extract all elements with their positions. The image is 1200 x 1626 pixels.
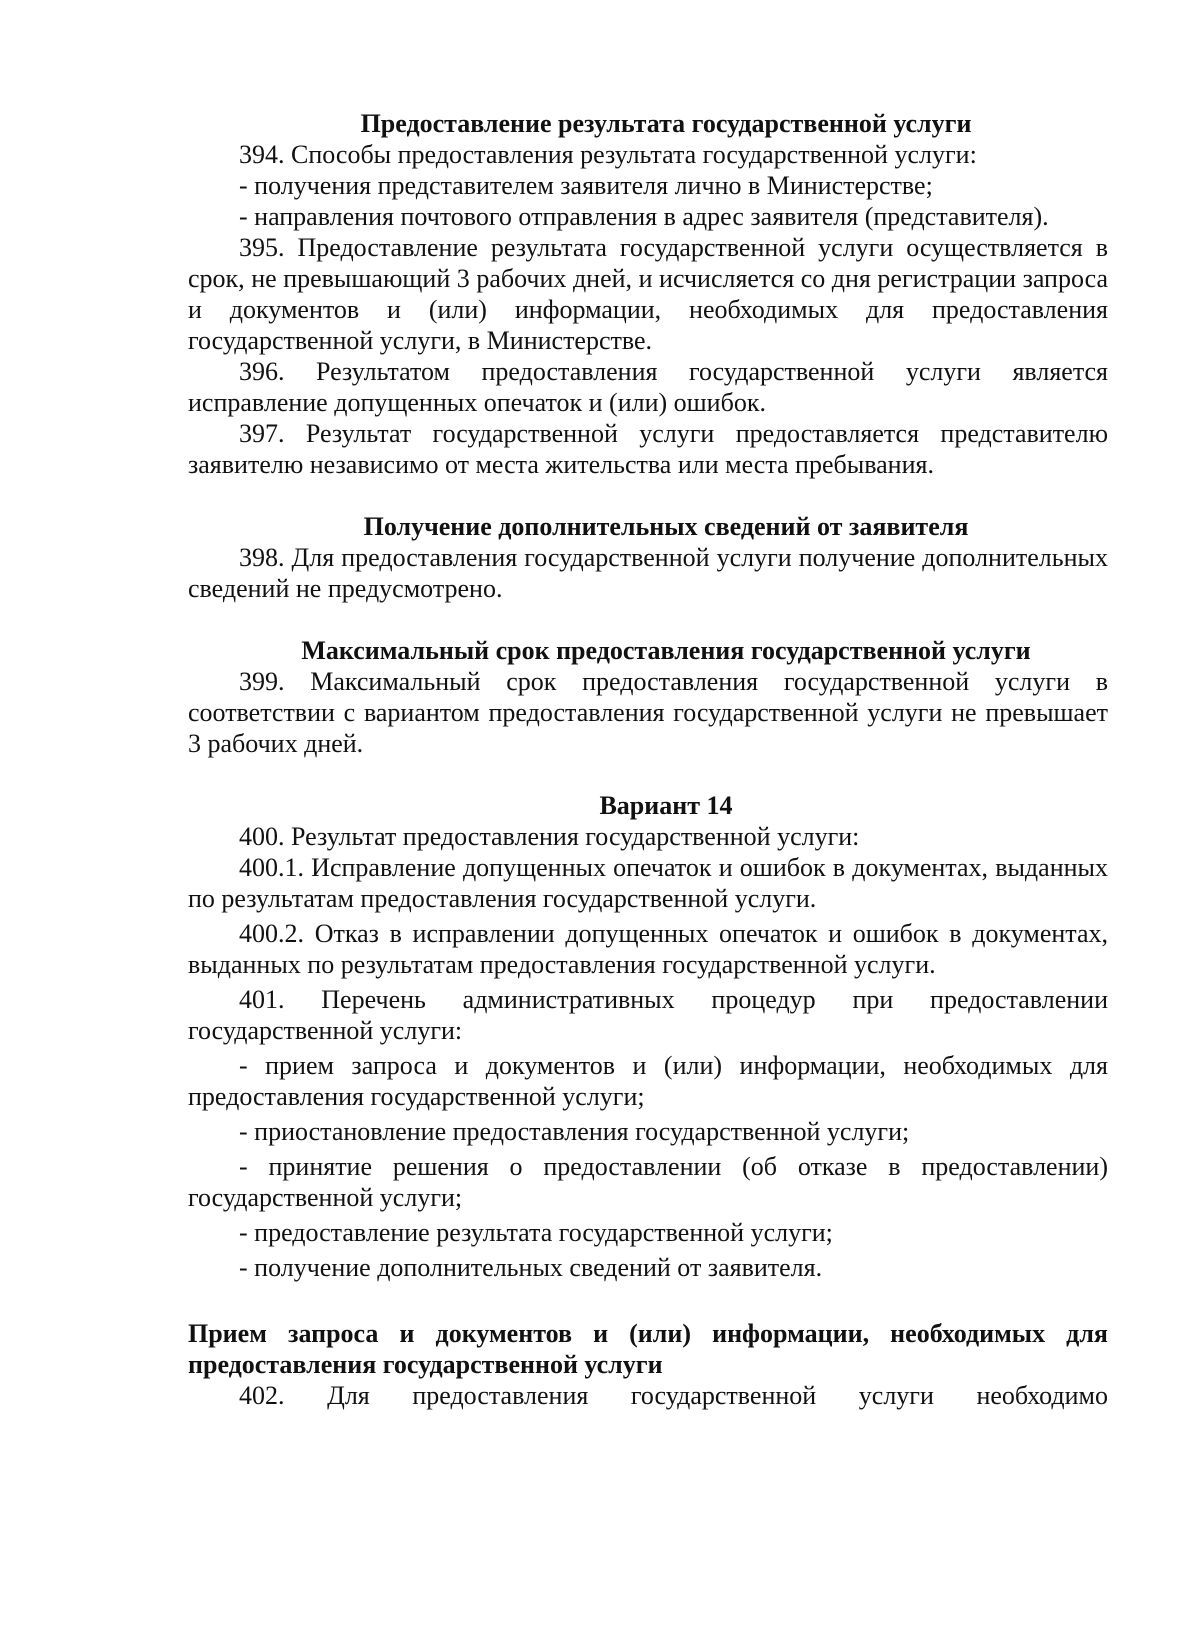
section-spacer <box>188 759 1108 790</box>
section-spacer <box>188 1283 1108 1314</box>
section-heading: Получение дополнительных сведений от заявителя <box>363 512 969 541</box>
paragraph: 400. Результат предоставления государственной услуги: <box>239 822 860 851</box>
list-item: - приостановление предоставления государственной услуги; <box>239 1117 910 1146</box>
paragraph: 399. Максимальный срок предоставления государственной услуги в соответствии с вариантом предоставления государственной услуги не превышает 3 рабочих дней. <box>188 667 1108 758</box>
section-heading: Вариант 14 <box>599 791 733 820</box>
section-spacer <box>188 480 1108 511</box>
list-item: - получения представителем заявителя лично в Министерстве; <box>239 171 933 200</box>
paragraph: 398. Для предоставления государственной услуги получение дополнительных сведений не предусмотрено. <box>188 543 1108 603</box>
list-item: - предоставление результата государственной услуги; <box>239 1218 833 1247</box>
section-heading: Максимальный срок предоставления государственной услуги <box>301 636 1031 665</box>
paragraph: 400.1. Исправление допущенных опечаток и ошибок в документах, выданных по результатам предоставления государственной услуги. <box>188 853 1108 913</box>
section-heading: Предоставление результата государственной услуги <box>360 109 972 138</box>
list-item: - направления почтового отправления в адрес заявителя (представителя). <box>239 202 1049 231</box>
section-heading: Прием запроса и документов и (или) информации, необходимых для предоставления государственной услуги <box>188 1319 1108 1379</box>
document-body <box>188 108 1108 1411</box>
paragraph: 394. Способы предоставления результата государственной услуги: <box>239 140 977 169</box>
list-item: - принятие решения о предоставлении (об отказе в предоставлении) государственной услуги; <box>188 1152 1108 1212</box>
list-item: - получение дополнительных сведений от заявителя. <box>239 1253 823 1282</box>
paragraph: 400.2. Отказ в исправлении допущенных опечаток и ошибок в документах, выданных по результатам предоставления государственной услуги. <box>188 919 1108 979</box>
paragraph: 402. Для предоставления государственной услуги необходимо <box>239 1381 1108 1410</box>
list-item: - прием запроса и документов и (или) информации, необходимых для предоставления государственной услуги; <box>188 1051 1108 1111</box>
paragraph: 396. Результатом предоставления государственной услуги является исправление допущенных опечаток и (или) ошибок. <box>188 357 1108 417</box>
section-spacer <box>188 604 1108 635</box>
paragraph: 395. Предоставление результата государственной услуги осуществляется в срок, не превышающий 3 рабочих дней, и исчисляется со дня регистрации запроса и документов и (или) информации, необходимых для предоставления государственной услуги, в Министерстве. <box>188 233 1108 355</box>
paragraph: 401. Перечень административных процедур при предоставлении государственной услуги: <box>188 985 1108 1045</box>
paragraph: 397. Результат государственной услуги предоставляется представителю заявителю независимо от места жительства или места пребывания. <box>188 419 1108 479</box>
